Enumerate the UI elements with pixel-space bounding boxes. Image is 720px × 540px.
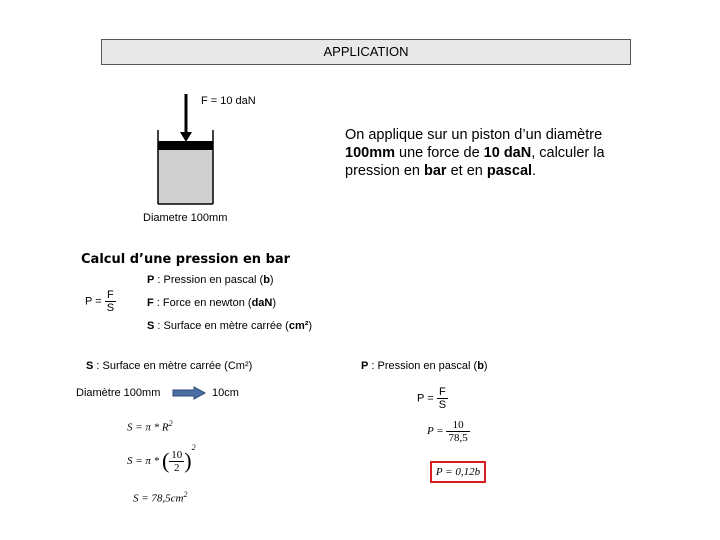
surface-equation-3: $S = 78,5cm^2$ <box>133 490 188 505</box>
cylinder-fluid <box>158 150 213 204</box>
conversion-arrow-icon <box>172 386 206 400</box>
diameter-label: Diametre 100mm <box>143 212 228 224</box>
definition-surface: S : Surface en mètre carrée (cm²) <box>147 320 313 332</box>
force-arrow-head <box>180 132 192 142</box>
force-label: F = 10 daN <box>201 95 256 107</box>
definition-force: F : Force en newton (daN) <box>147 297 277 309</box>
pressure-formula: P = $\frac{F}{S}$ <box>417 386 447 411</box>
main-formula: P = $\frac{F}{S}$ <box>85 289 115 314</box>
page-header <box>101 39 631 65</box>
pressure-result: P = 0,12b <box>430 461 486 483</box>
conversion-to: 10cm <box>212 387 239 399</box>
piston-head <box>158 141 213 150</box>
problem-statement: On applique sur un piston d’un diamètre 100mm une force de 10 daN, calculer la pression en bar et en pascal. <box>345 127 605 179</box>
conversion-from: Diamètre 100mm <box>76 387 161 399</box>
surface-definition: S : Surface en mètre carrée (Cm²) <box>86 360 253 372</box>
page-title: APPLICATION <box>323 44 409 59</box>
surface-equation-1: $S = \pi * R^2$ <box>127 419 173 434</box>
pressure-definition: P : Pression en pascal (b) <box>361 360 488 372</box>
surface-equation-2: S = π * ( $\frac{10}{2}$ )$^2$ <box>127 443 196 474</box>
section-title: Calcul d’une pression en bar <box>81 252 291 267</box>
definition-pressure: P : Pression en pascal (b) <box>147 274 274 286</box>
pressure-equation-1: P = $\frac{10}{78,5}$ <box>427 419 468 444</box>
